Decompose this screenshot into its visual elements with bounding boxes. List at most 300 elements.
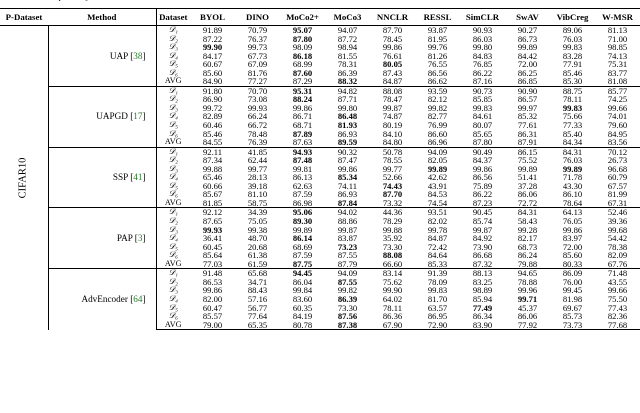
value-cell: 78.45: [382, 33, 403, 44]
value-cell: 74.13: [607, 50, 628, 61]
value-cell: 35.92: [382, 233, 403, 244]
value-cell: 86.71: [292, 111, 313, 122]
value-cell: 99.96: [517, 285, 538, 296]
value-cell: 77.27: [247, 76, 268, 87]
method-cell: PAP [3]: [48, 208, 156, 269]
value-cell: 76.37: [247, 33, 268, 44]
value-cell: 67.76: [607, 258, 628, 269]
value-cell: 87.55: [337, 276, 358, 287]
value-cell: 79.00: [190, 321, 235, 330]
value-cell: 77.43: [607, 302, 628, 313]
value-cell: 86.56: [427, 67, 448, 78]
value-cell: 81.98: [562, 293, 583, 304]
value-cell: 92.12: [190, 208, 235, 217]
value-cell: 87.75: [292, 258, 313, 269]
value-cell: 87.59: [292, 189, 313, 200]
value-cell: 86.06: [517, 189, 538, 200]
value-cell: 85.60: [202, 67, 223, 78]
value-cell: 60.79: [607, 172, 628, 183]
method-cell: UAPGD [17]: [48, 86, 156, 147]
value-cell: 99.86: [562, 224, 583, 235]
header-dino: DINO: [235, 9, 280, 26]
value-cell: 85.85: [472, 94, 493, 105]
value-cell: 87.55: [337, 250, 358, 261]
value-cell: 83.14: [370, 269, 415, 278]
value-cell: 84.95: [607, 128, 628, 139]
value-cell: 94.93: [280, 147, 325, 156]
value-cell: 89.59: [337, 137, 358, 148]
value-cell: 60.46: [202, 120, 223, 131]
value-cell: 73.30: [382, 241, 403, 252]
value-cell: 76.61: [382, 50, 403, 61]
value-cell: 94.02: [325, 208, 370, 217]
value-cell: 85.33: [427, 258, 448, 269]
dataset-label: 𝒟₄: [156, 112, 190, 121]
value-cell: 88.08: [382, 250, 403, 261]
value-cell: 98.85: [607, 42, 628, 53]
value-cell: 99.80: [472, 42, 493, 53]
dataset-label: 𝒟₅: [156, 60, 190, 69]
value-cell: 78.38: [607, 241, 628, 252]
value-cell: 84.92: [472, 233, 493, 244]
value-cell: 78.31: [337, 59, 358, 70]
value-cell: 76.55: [427, 59, 448, 70]
value-cell: 84.55: [202, 137, 223, 148]
value-cell: 86.95: [427, 311, 448, 322]
value-cell: 80.19: [382, 120, 403, 131]
value-cell: 70.70: [235, 86, 280, 95]
value-cell: 72.00: [562, 241, 583, 252]
dataset-label: 𝒟₆: [156, 251, 190, 260]
value-cell: 99.86: [472, 163, 493, 174]
value-cell: 71.00: [607, 33, 628, 44]
value-cell: 84.31: [550, 147, 595, 156]
value-cell: 61.59: [247, 258, 268, 269]
value-cell: 86.73: [517, 33, 538, 44]
value-cell: 78.09: [427, 276, 448, 287]
value-cell: 99.93: [247, 102, 268, 113]
value-cell: 76.05: [562, 216, 583, 227]
value-cell: 43.91: [427, 180, 448, 191]
value-cell: 87.59: [292, 250, 313, 261]
dataset-label: 𝒟₅: [156, 121, 190, 130]
value-cell: 88.08: [370, 86, 415, 95]
value-cell: 99.77: [382, 163, 403, 174]
value-cell: 86.56: [472, 172, 493, 183]
value-cell: 99.28: [517, 224, 538, 235]
citation-link[interactable]: 17: [133, 111, 143, 122]
value-cell: 73.30: [337, 302, 358, 313]
value-cell: 78.29: [382, 216, 403, 227]
value-cell: 99.87: [472, 224, 493, 235]
dataset-label: 𝒟₃: [156, 43, 190, 52]
value-cell: 87.70: [370, 26, 415, 35]
value-cell: 85.57: [202, 311, 223, 322]
value-cell: 83.56: [607, 137, 628, 148]
value-cell: 99.90: [382, 285, 403, 296]
results-table-container: [0, 8, 640, 330]
header-ressl: RESSL: [415, 9, 460, 26]
value-cell: 86.85: [517, 76, 538, 87]
value-cell: 99.89: [427, 163, 448, 174]
value-cell: 41.85: [235, 147, 280, 156]
value-cell: 72.00: [517, 59, 538, 70]
header-moco3: MoCo3: [325, 9, 370, 26]
value-cell: 99.83: [427, 285, 448, 296]
value-cell: 99.71: [517, 293, 538, 304]
value-cell: 84.61: [472, 111, 493, 122]
value-cell: 75.50: [607, 293, 628, 304]
value-cell: 83.87: [337, 233, 358, 244]
header-vibcreg: VibCreg: [550, 9, 595, 26]
p-dataset-cell: [0, 26, 48, 330]
value-cell: 90.93: [460, 26, 505, 35]
header-swav: SwAV: [505, 9, 550, 26]
value-cell: 84.90: [202, 76, 223, 87]
value-cell: 86.15: [505, 147, 550, 156]
value-cell: 99.86: [382, 42, 403, 53]
value-cell: 67.09: [247, 59, 268, 70]
value-cell: 99.76: [427, 42, 448, 53]
value-cell: 81.85: [202, 197, 223, 208]
value-cell: 87.38: [325, 321, 370, 330]
dataset-label: 𝒟₄: [156, 295, 190, 304]
citation-link[interactable]: 64: [133, 294, 143, 305]
value-cell: 87.70: [382, 189, 403, 200]
value-cell: 98.89: [472, 285, 493, 296]
header-simclr: SimCLR: [460, 9, 505, 26]
value-cell: 86.34: [472, 311, 493, 322]
value-cell: 67.31: [607, 197, 628, 208]
value-cell: 74.43: [382, 180, 403, 191]
value-cell: 99.86: [202, 285, 223, 296]
value-cell: 48.70: [247, 233, 268, 244]
value-cell: 99.89: [292, 224, 313, 235]
value-cell: 87.79: [337, 258, 358, 269]
value-cell: 75.62: [382, 276, 403, 287]
value-cell: 80.78: [280, 321, 325, 330]
value-cell: 43.55: [607, 276, 628, 287]
value-cell: 34.39: [235, 208, 280, 217]
value-cell: 94.09: [415, 147, 460, 156]
value-cell: 58.43: [517, 216, 538, 227]
value-cell: 94.82: [325, 86, 370, 95]
value-cell: 60.45: [202, 241, 223, 252]
dataset-label: AVG: [156, 199, 190, 208]
value-cell: 77.03: [202, 258, 223, 269]
value-cell: 77.92: [505, 321, 550, 330]
value-cell: 99.88: [202, 163, 223, 174]
value-cell: 84.10: [382, 128, 403, 139]
header-byol: BYOL: [190, 9, 235, 26]
value-cell: 82.89: [202, 111, 223, 122]
value-cell: 99.68: [607, 224, 628, 235]
value-cell: 83.97: [562, 233, 583, 244]
dataset-label: 𝒟₅: [156, 243, 190, 252]
value-cell: 87.32: [472, 258, 493, 269]
value-cell: 87.22: [202, 33, 223, 44]
value-cell: 99.84: [292, 285, 313, 296]
value-cell: 99.86: [337, 163, 358, 174]
dataset-label: 𝒟₁: [156, 147, 190, 156]
value-cell: 99.78: [427, 224, 448, 235]
value-cell: 91.39: [415, 269, 460, 278]
value-cell: 86.62: [427, 76, 448, 87]
value-cell: 77.61: [517, 120, 538, 131]
value-cell: 78.11: [562, 94, 583, 105]
value-cell: 88.43: [247, 285, 268, 296]
value-cell: 81.95: [427, 33, 448, 44]
value-cell: 87.47: [337, 155, 358, 166]
value-cell: 90.90: [505, 86, 550, 95]
value-cell: 84.37: [472, 155, 493, 166]
value-cell: 79.88: [517, 258, 538, 269]
value-cell: 73.90: [472, 241, 493, 252]
value-cell: 90.45: [460, 208, 505, 217]
dataset-label: 𝒟₂: [156, 156, 190, 165]
dataset-label: 𝒟₃: [156, 226, 190, 235]
value-cell: 87.43: [382, 67, 403, 78]
value-cell: 87.56: [337, 311, 358, 322]
value-cell: 68.69: [292, 241, 313, 252]
value-cell: 67.73: [247, 50, 268, 61]
value-cell: 44.36: [370, 208, 415, 217]
value-cell: 85.34: [337, 172, 358, 183]
header-nnclr: NNCLR: [370, 9, 415, 26]
value-cell: 99.97: [517, 102, 538, 113]
value-cell: 86.98: [292, 197, 313, 208]
dataset-label: 𝒟₁: [156, 86, 190, 95]
value-cell: 84.83: [472, 50, 493, 61]
value-cell: 85.30: [562, 76, 583, 87]
value-cell: 75.66: [562, 111, 583, 122]
value-cell: 81.99: [607, 189, 628, 200]
value-cell: 62.63: [292, 180, 313, 191]
method-cell: SSP [41]: [48, 147, 156, 208]
value-cell: 86.04: [292, 276, 313, 287]
value-cell: 72.42: [427, 241, 448, 252]
value-cell: 85.67: [202, 189, 223, 200]
value-cell: 73.23: [337, 241, 358, 252]
value-cell: 82.00: [202, 293, 223, 304]
dataset-label: 𝒟₂: [156, 217, 190, 226]
value-cell: 92.11: [190, 147, 235, 156]
value-cell: 54.42: [607, 233, 628, 244]
value-cell: 72.90: [415, 321, 460, 330]
value-cell: 99.82: [337, 285, 358, 296]
value-cell: 82.36: [607, 311, 628, 322]
header-dataset: Dataset: [156, 9, 190, 26]
value-cell: 85.65: [472, 128, 493, 139]
value-cell: 78.88: [517, 276, 538, 287]
value-cell: 86.53: [202, 276, 223, 287]
header-p-dataset: P-Dataset: [0, 9, 48, 26]
value-cell: 78.55: [382, 155, 403, 166]
citation-link[interactable]: 41: [133, 172, 143, 183]
value-cell: 82.05: [427, 155, 448, 166]
table-row: [0, 26, 640, 35]
table-row: [0, 269, 640, 278]
value-cell: 90.32: [325, 147, 370, 156]
value-cell: 77.68: [595, 321, 640, 330]
value-cell: 80.05: [382, 59, 403, 70]
dataset-label: 𝒟₃: [156, 286, 190, 295]
dataset-label: 𝒟₁: [156, 208, 190, 217]
dataset-label: 𝒟₁: [156, 269, 190, 278]
value-cell: 87.91: [517, 137, 538, 148]
value-cell: 66.72: [247, 120, 268, 131]
value-cell: 99.89: [562, 163, 583, 174]
value-cell: 20.68: [247, 241, 268, 252]
header-w-msr: W-MSR: [595, 9, 640, 26]
value-cell: 74.87: [382, 111, 403, 122]
value-cell: 90.49: [460, 147, 505, 156]
citation-link[interactable]: 38: [133, 50, 143, 61]
value-cell: 37.28: [517, 180, 538, 191]
value-cell: 88.24: [292, 94, 313, 105]
value-cell: 85.46: [202, 128, 223, 139]
value-cell: 42.62: [427, 172, 448, 183]
value-cell: 86.18: [292, 50, 313, 61]
value-cell: 60.66: [202, 180, 223, 191]
value-cell: 68.71: [292, 120, 313, 131]
value-cell: 82.02: [427, 216, 448, 227]
value-cell: 99.83: [472, 102, 493, 113]
value-cell: 89.30: [292, 216, 313, 227]
value-cell: 98.09: [292, 42, 313, 53]
value-cell: 87.65: [202, 216, 223, 227]
value-cell: 81.70: [427, 293, 448, 304]
value-cell: 60.67: [202, 59, 223, 70]
method-name: AdvEncoder: [81, 294, 128, 305]
value-cell: 52.66: [382, 172, 403, 183]
value-cell: 87.71: [337, 94, 358, 105]
value-cell: 94.07: [325, 26, 370, 35]
value-cell: 65.35: [235, 321, 280, 330]
value-cell: 85.60: [562, 250, 583, 261]
table-body: [0, 26, 640, 330]
value-cell: 84.80: [382, 137, 403, 148]
dataset-label: AVG: [156, 138, 190, 147]
value-cell: 99.66: [607, 102, 628, 113]
value-cell: 70.12: [595, 147, 640, 156]
value-cell: 83.60: [292, 293, 313, 304]
value-cell: 76.03: [562, 33, 583, 44]
value-cell: 99.93: [202, 224, 223, 235]
value-cell: 73.32: [382, 197, 403, 208]
value-cell: 86.06: [517, 311, 538, 322]
dataset-label: 𝒟₆: [156, 312, 190, 321]
value-cell: 86.03: [472, 33, 493, 44]
value-cell: 70.79: [235, 26, 280, 35]
value-cell: 91.89: [190, 26, 235, 35]
dataset-label: 𝒟₆: [156, 190, 190, 199]
dataset-label: AVG: [156, 77, 190, 86]
value-cell: 52.46: [595, 208, 640, 217]
value-cell: 85.77: [595, 86, 640, 95]
value-cell: 45.37: [517, 302, 538, 313]
value-cell: 74.54: [427, 197, 448, 208]
results-table: [0, 8, 640, 330]
method-name: SSP: [112, 172, 128, 183]
value-cell: 86.57: [517, 94, 538, 105]
value-cell: 63.57: [427, 302, 448, 313]
value-cell: 84.87: [427, 233, 448, 244]
value-cell: 82.77: [427, 111, 448, 122]
value-cell: 95.31: [280, 86, 325, 95]
value-cell: 58.75: [247, 197, 268, 208]
value-cell: 43.30: [562, 180, 583, 191]
dataset-label: 𝒟₅: [156, 304, 190, 313]
value-cell: 34.71: [247, 276, 268, 287]
value-cell: 84.87: [382, 76, 403, 87]
dataset-label: 𝒟₁: [156, 26, 190, 35]
value-cell: 99.87: [337, 224, 358, 235]
value-cell: 88.13: [460, 269, 505, 278]
value-cell: 96.68: [607, 163, 628, 174]
p-dataset-label: CIFAR10: [17, 157, 29, 199]
value-cell: 66.24: [247, 111, 268, 122]
value-cell: 81.10: [247, 189, 268, 200]
value-cell: 87.80: [472, 137, 493, 148]
value-cell: 68.99: [292, 59, 313, 70]
value-cell: 93.87: [415, 26, 460, 35]
value-cell: 99.88: [382, 224, 403, 235]
value-cell: 72.72: [517, 197, 538, 208]
value-cell: 76.00: [562, 276, 583, 287]
value-cell: 99.87: [382, 102, 403, 113]
value-cell: 60.47: [202, 302, 223, 313]
dataset-label: 𝒟₂: [156, 95, 190, 104]
method-cell: UAP [38]: [48, 26, 156, 87]
value-cell: 62.44: [247, 155, 268, 166]
value-cell: 84.17: [202, 50, 223, 61]
value-cell: 87.60: [292, 67, 313, 78]
table-row: [0, 86, 640, 95]
value-cell: 61.38: [247, 250, 268, 261]
value-cell: 71.48: [595, 269, 640, 278]
preceding-text-fragment: [1, 0, 91, 1]
value-cell: 50.78: [370, 147, 415, 156]
value-cell: 86.60: [427, 128, 448, 139]
value-cell: 84.42: [517, 50, 538, 61]
value-cell: 99.77: [247, 163, 268, 174]
value-cell: 87.29: [292, 76, 313, 87]
value-cell: 57.16: [247, 293, 268, 304]
value-cell: 86.90: [202, 94, 223, 105]
value-cell: 64.13: [550, 208, 595, 217]
value-cell: 82.12: [427, 94, 448, 105]
value-cell: 85.46: [562, 67, 583, 78]
value-cell: 74.01: [607, 111, 628, 122]
value-cell: 78.47: [382, 94, 403, 105]
dataset-label: 𝒟₄: [156, 234, 190, 243]
value-cell: 77.49: [472, 302, 493, 313]
method-name: PAP: [116, 233, 133, 244]
value-cell: 87.34: [202, 155, 223, 166]
value-cell: 86.39: [337, 67, 358, 78]
value-cell: 81.26: [427, 50, 448, 61]
value-cell: 71.78: [562, 172, 583, 183]
value-cell: 82.17: [517, 233, 538, 244]
value-cell: 86.25: [517, 67, 538, 78]
value-cell: 85.32: [517, 111, 538, 122]
table-row: [0, 147, 640, 156]
value-cell: 99.38: [247, 224, 268, 235]
value-cell: 39.18: [247, 180, 268, 191]
citation-link[interactable]: 3: [137, 233, 143, 244]
value-cell: 89.06: [550, 26, 595, 35]
